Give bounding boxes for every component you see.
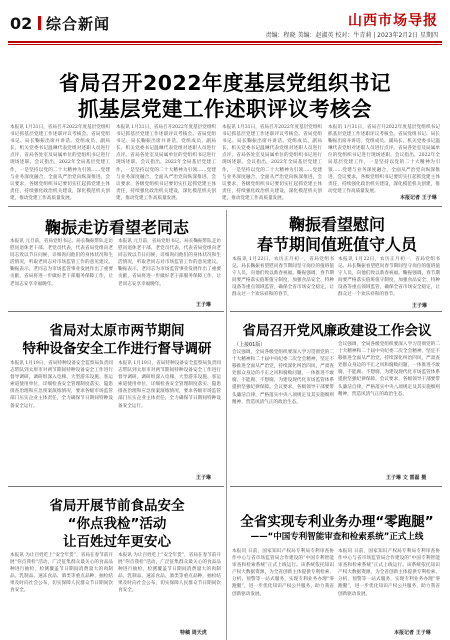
lead-article-body-col2: 本报讯 1月31日，省局召开2022年度基层党组织书记抓基层党建工作述职评议考核会。省局党组书记、局长鞠振出席并讲话。党组成员、副局长、机关党委书记温琳代表党组对述职人员进行点评。省局各处室及局属单位的党组织书记进行现场述职。会议指出，2022年全局基层党建工作，一是坚持以党的二十大精神为引领……党建与业务深度融合，全面从严治党向纵深推进。会议要求，各级党组织书记要切实扛起抓党建主体责任，持续强化政治机关建设，深化模范机关创建，推动党建工作高质量发展。 xyxy=(116,125,216,201)
lower-left-headline-line1: 省局开展节前食品安全 xyxy=(49,498,185,514)
lower-right-headline: 全省实现专利业务办理“零跑腿” xyxy=(240,514,434,530)
left-top-body: 本报讯 元旦前，省局党组书记、局长鞠振带队走访慰问退休老干部、老党员代表，代表省局党组向老同志致以节日问候，详细询问他们的身体状况和生活情况，听取老同志对市场监管工作的意见建议。鞠振表示，老同志为市场监管事业发展作出了重要贡献，省局将进一步做好老干部服务保障工作，让老同志安享幸福晚年。 xyxy=(10,239,113,287)
divider xyxy=(230,486,442,487)
divider xyxy=(8,486,224,487)
right-top-body: 本报讯 1月22日，农历正月初一，省局党组书记、局长鞠振看望慰问春节期间坚守岗位的值班值守人员，向他们致以新春祝福。鞠振强调，春节期间要严格落实值班值守制度，加强食品安全、特种设备等重点领域监管，确保全省市场安全稳定，让群众过一个欢乐祥和的春节。 xyxy=(232,257,334,298)
divider xyxy=(8,311,224,312)
left-top-author: 王子琳 xyxy=(196,302,212,308)
masthead-rule xyxy=(8,41,442,43)
section-title: 综合新闻 xyxy=(46,15,111,33)
lower-left-headline-line2: “你点我检”活动 xyxy=(67,516,167,532)
right-top-body-col2: 本报讯 1月22日，农历正月初一，省局党组书记、局长鞠振看望慰问春节期间坚守岗位的值班值守人员，向他们致以新春祝福。鞠振强调，春节期间要严格落实值班值守制度，加强食品安全、特种设备等重点领域监管，确保全省市场安全稳定，让群众过一个欢乐祥和的春节。 xyxy=(338,257,440,298)
divider xyxy=(230,311,442,312)
lower-left-body: 本报讯 为让百姓吃上“安全年货”，省局在春节前开展“你点我检”活动，广泛征集群众最关心的食品品种进行抽检，检测覆盖节日期间消费量大的肉制品、乳制品、速冻食品、酒类等重点品种，抽检结果及时向社会公布，切实保障人民群众节日期间饮食安全。 xyxy=(10,553,113,594)
lower-right-subheadline: ——“中国专利智能审查和检索系统”正式上线 xyxy=(250,532,424,542)
page-number: 02 xyxy=(10,14,33,33)
middle-left-body: 本报讯 1月19日，省局特种设备安全监察局负责同志带队到太原市对两节期间特种设备安全工作进行督导调研。调研组深入电梯、大型游乐设施、客运索道使用单位，详细检查安全管理制度落实、隐患排查治理和应急预案演练情况，要求各级市场监管部门压实企业主体责任，全力确保节日期间特种设备安全运行。 xyxy=(10,361,113,409)
middle-right-dateline: （上接01版） xyxy=(234,342,266,348)
paper-name: 山西市场导报 xyxy=(348,13,438,29)
lower-right-author: 本报记者 王子琳 xyxy=(394,630,431,636)
lower-left-author: 特稿 周天虎 xyxy=(180,630,207,636)
middle-left-headline-line2: 特种设备安全工作进行督导调研 xyxy=(22,341,212,357)
middle-left-body-col2: 本报讯 1月19日，省局特种设备安全监察局负责同志带队到太原市对两节期间特种设备安全工作进行督导调研。调研组深入电梯、大型游乐设施、客运索道使用单位，详细检查安全管理制度落实、隐患排查治理和应急预案演练情况，要求各级市场监管部门压实企业主体责任，全力确保节日期间特种设备安全运行。 xyxy=(118,361,221,409)
left-top-body-col2: 本报讯 元旦前，省局党组书记、局长鞠振带队走访慰问退休老干部、老党员代表，代表省局党组向老同志致以节日问候，详细询问他们的身体状况和生活情况，听取老同志对市场监管工作的意见建议。鞠振表示，老同志为市场监管事业发展作出了重要贡献，省局将进一步做好老干部服务保障工作，让老同志安享幸福晚年。 xyxy=(118,239,221,287)
lead-headline-line2: 抓基层党建工作述职评议考核会 xyxy=(78,97,372,121)
right-top-author: 王子琳 xyxy=(412,303,428,309)
left-top-headline: 鞠振走访看望老同志 xyxy=(44,218,189,237)
middle-right-body-col2: 会议强调，全局各级党组织要深入学习贯彻党的二十大精神和二十届中央纪委二次全会精神，坚定不移推进全面从严治党，持续深化纠治四风，严肃查处群众身边的不正之风和腐败问题，一体推进不敢腐、不能腐、不想腐，为建设现代化市场监管体系提供坚强纪律保障。会议要求，各级领导干部要带头廉洁自律，严格落实中央八项规定及其实施细则精神，营造风清气正的政治生态。 xyxy=(338,342,440,397)
middle-left-author: 王子琳 xyxy=(196,475,212,481)
lower-left-body-col2: 本报讯 为让百姓吃上“安全年货”，省局在春节前开展“你点我检”活动，广泛征集群众最关心的食品品种进行抽检，检测覆盖节日期间消费量大的肉制品、乳制品、速冻食品、酒类等重点品种，抽检结果及时向社会公布，切实保障人民群众节日期间饮食安全。 xyxy=(118,553,221,594)
masthead xyxy=(8,6,442,40)
middle-left-headline-line1: 省局对太原市两节期间 xyxy=(49,323,185,339)
lower-right-body: 本报讯 日前，国家知识产权局专利局专利审查协作中心与省市场监管局合作建设的“中国专利智能审查和检索系统”正式上线运行。该系统依托知识产权大数据资源，为全省创新主体提供专利检索、分析、预警等一站式服务，实现专利业务办理“零跑腿”，进一步优化知识产权公共服务，助力我省创新驱动发展。 xyxy=(232,549,334,597)
section-marker xyxy=(38,16,41,30)
lead-article-body-col4: 本报讯 1月31日，省局召开2022年度基层党组织书记抓基层党建工作述职评议考核会。省局党组书记、局长鞠振出席并讲话。党组成员、副局长、机关党委书记温琳代表党组对述职人员进行点评。省局各处室及局属单位的党组织书记进行现场述职。会议指出，2022年全局基层党建工作，一是坚持以党的二十大精神为引领……党建与业务深度融合，全面从严治党向纵深推进。会议要求，各级党组织书记要切实扛起抓党建主体责任，持续强化政治机关建设，深化模范机关创建，推动党建工作高质量发展。 xyxy=(328,125,440,194)
masthead-rule-thin xyxy=(8,44,442,45)
lower-left-headline-line3: 让百姓过年更安心 xyxy=(63,534,171,550)
middle-right-headline: 省局召开党风廉政建设工作会议 xyxy=(242,323,432,339)
lead-article-body-col3: 本报讯 1月31日，省局召开2022年度基层党组织书记抓基层党建工作述职评议考核会。省局党组书记、局长鞠振出席并讲话。党组成员、副局长、机关党委书记温琳代表党组对述职人员进行点评。省局各处室及局属单位的党组织书记进行现场述职。会议指出，2022年全局基层党建工作，一是坚持以党的二十大精神为引领……党建与业务深度融合，全面从严治党向纵深推进。会议要求，各级党组织书记要切实扛起抓党建主体责任，持续强化政治机关建设，深化模范机关创建，推动党建工作高质量发展。 xyxy=(222,125,322,201)
lower-right-body-col2: 本报讯 日前，国家知识产权局专利局专利审查协作中心与省市场监管局合作建设的“中国专利智能审查和检索系统”正式上线运行。该系统依托知识产权大数据资源，为全省创新主体提供专利检索、分析、预警等一站式服务，实现专利业务办理“零跑腿”，进一步优化知识产权公共服务，助力我省创新驱动发展。 xyxy=(338,549,440,597)
column-divider xyxy=(226,210,227,640)
right-top-headline-line1: 鞠振看望慰问 xyxy=(288,215,385,234)
middle-right-author: 王子琳 文 雷磊 摄 xyxy=(386,475,427,481)
masthead-meta: 责编：程晓 美编：赵淑英 校对：牛青莉 | 2023年2月2日 星期四 xyxy=(265,32,438,39)
divider xyxy=(8,206,442,207)
right-top-headline-line2: 春节期间值班值守人员 xyxy=(256,235,417,254)
lead-article-body: 本报讯 1月31日，省局召开2022年度基层党组织书记抓基层党建工作述职评议考核会。省局党组书记、局长鞠振出席并讲话。党组成员、副局长、机关党委书记温琳代表党组对述职人员进行点评。省局各处室及局属单位的党组织书记进行现场述职。会议指出，2022年全局基层党建工作，一是坚持以党的二十大精神为引领……党建与业务深度融合，全面从严治党向纵深推进。会议要求，各级党组织书记要切实扛起抓党建主体责任，持续强化政治机关建设，深化模范机关创建，推动党建工作高质量发展。 xyxy=(10,125,110,201)
lead-author: 本报记者 王子琳 xyxy=(400,195,437,201)
middle-right-body: 会议强调，全局各级党组织要深入学习贯彻党的二十大精神和二十届中央纪委二次全会精神，坚定不移推进全面从严治党，持续深化纠治四风，严肃查处群众身边的不正之风和腐败问题，一体推进不敢腐、不能腐、不想腐，为建设现代化市场监管体系提供坚强纪律保障。会议要求，各级领导干部要带头廉洁自律，严格落实中央八项规定及其实施细则精神，营造风清气正的政治生态。 xyxy=(232,350,334,405)
lead-headline-line1: 省局召开2022年度基层党组织书记 xyxy=(58,71,392,95)
